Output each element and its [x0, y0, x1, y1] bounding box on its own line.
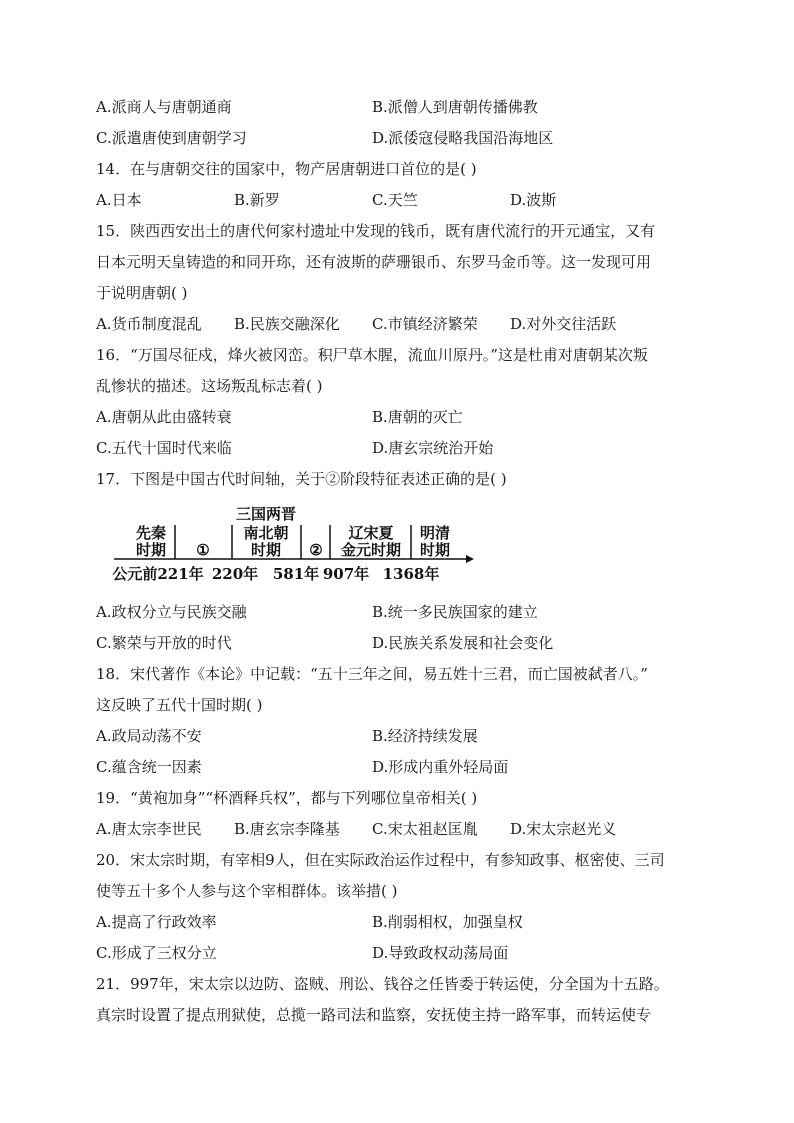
q17-stem: 17．下图是中国古代时间轴，关于②阶段特征表述正确的是( ) [96, 470, 507, 488]
q13-options-row2 [96, 123, 706, 154]
q17-option-d[interactable]: D.民族关系发展和社会变化 [372, 634, 554, 652]
q18-options-row2 [96, 752, 706, 783]
q14-stem: 14．在与唐朝交往的国家中，物产居唐朝进口首位的是( ) [96, 160, 477, 178]
q17-option-c[interactable]: C.繁荣与开放的时代 [96, 634, 232, 652]
tick-label-2: 220年 [211, 565, 259, 583]
q15-option-c[interactable]: C.市镇经济繁荣 [372, 315, 478, 333]
timeline-svg [96, 497, 496, 593]
q18-option-d[interactable]: D.形成内重外轻局面 [372, 758, 509, 776]
q20-options-row1 [96, 907, 706, 938]
exam-page [96, 92, 706, 1031]
q20-options-row2 [96, 938, 706, 969]
q16-options-row2 [96, 433, 706, 464]
q15-options [96, 309, 706, 340]
q19-option-d[interactable]: D.宋太宗赵光义 [510, 820, 617, 838]
arrow-icon [466, 555, 474, 563]
seg6-label-line2: 时期 [419, 541, 451, 559]
tick-label-5: 1368年 [382, 565, 440, 583]
q20-option-c[interactable]: C.形成了三权分立 [96, 944, 217, 962]
q15-stem-line3: 于说明唐朝( ) [96, 284, 188, 302]
q13-option-c[interactable]: C.派遣唐使到唐朝学习 [96, 129, 247, 147]
q14-options [96, 185, 706, 216]
q16-option-d[interactable]: D.唐玄宗统治开始 [372, 439, 494, 457]
q15-stem-line1: 15．陕西西安出土的唐代何家村遗址中发现的钱币，既有唐代流行的开元通宝，又有 [96, 222, 656, 240]
seg1-label-line1: 先秦 [135, 524, 167, 542]
q19-option-b[interactable]: B.唐玄宗李隆基 [234, 820, 340, 838]
q17-timeline-figure [96, 497, 706, 593]
q20-stem-line1: 20．宋太宗时期，有宰相9人，但在实际政治运作过程中，有参知政事、枢密使、三司 [96, 851, 665, 869]
q16-option-b[interactable]: B.唐朝的灭亡 [372, 408, 463, 426]
q18-option-b[interactable]: B.经济持续发展 [372, 727, 478, 745]
q19-option-a[interactable]: A.唐太宗李世民 [96, 820, 202, 838]
q21-stem-line2: 真宗时设置了提点刑狱使，总揽一路司法和监察，安抚使主持一路军事，而转运使专 [96, 1006, 652, 1024]
seg3-label-line3: 时期 [250, 541, 282, 559]
q13-option-d[interactable]: D.派倭寇侵略我国沿海地区 [372, 129, 554, 147]
q16-stem-line1: 16．“万国尽征戍，烽火被冈峦。积尸草木腥，流血川原丹。”这是杜甫对唐朝某次叛 [96, 346, 648, 364]
q20-option-a[interactable]: A.提高了行政效率 [96, 913, 217, 931]
q17-option-b[interactable]: B.统一多民族国家的建立 [372, 603, 538, 621]
tick-label-1: 公元前221年 [112, 565, 204, 583]
q18-stem-line2: 这反映了五代十国时期( ) [96, 696, 263, 714]
seg1-label-line2: 时期 [135, 541, 167, 559]
q16-option-a[interactable]: A.唐朝从此由盛转衰 [96, 408, 232, 426]
q18-options-row1 [96, 721, 706, 752]
q19-stem: 19．“黄袍加身”“杯酒释兵权”，都与下列哪位皇帝相关( ) [96, 789, 478, 807]
q15-option-d[interactable]: D.对外交往活跃 [510, 315, 617, 333]
q21-stem-line1: 21．997年，宋太宗以边防、盗贼、刑讼、钱谷之任皆委于转运使，分全国为十五路。 [96, 975, 669, 993]
q17-option-a[interactable]: A.政权分立与民族交融 [96, 603, 247, 621]
q16-option-c[interactable]: C.五代十国时代来临 [96, 439, 232, 457]
q14-option-a[interactable]: A.日本 [96, 191, 142, 209]
q16-options-row1 [96, 402, 706, 433]
q16-stem-line2: 乱惨状的描述。这场叛乱标志着( ) [96, 377, 323, 395]
q17-options-row1 [96, 597, 706, 628]
q15-option-b[interactable]: B.民族交融深化 [234, 315, 340, 333]
q13-option-a[interactable]: A.派商人与唐朝通商 [96, 98, 232, 116]
q19-option-c[interactable]: C.宋太祖赵匡胤 [372, 820, 478, 838]
q14-option-d[interactable]: D.波斯 [510, 191, 557, 209]
seg3-label-line2: 南北朝 [243, 524, 289, 542]
q19-options [96, 814, 706, 845]
seg2-label: ① [196, 541, 210, 559]
q13-options-row1 [96, 92, 706, 123]
q14-option-b[interactable]: B.新罗 [234, 191, 280, 209]
seg4-label: ② [309, 541, 323, 559]
q20-option-b[interactable]: B.削弱相权，加强皇权 [372, 913, 523, 931]
q18-stem-line1: 18．宋代著作《本论》中记载：“五十三年之间，易五姓十三君，而亡国被弑者八。” [96, 665, 648, 683]
q17-options-row2 [96, 628, 706, 659]
tick-label-4: 907年 [322, 565, 370, 583]
q14-option-c[interactable]: C.天竺 [372, 191, 418, 209]
q20-stem-line2: 使等五十多个人参与这个宰相群体。该举措( ) [96, 882, 398, 900]
seg5-label-line1: 辽宋夏 [348, 524, 394, 542]
q18-option-a[interactable]: A.政局动荡不安 [96, 727, 202, 745]
q15-option-a[interactable]: A.货币制度混乱 [96, 315, 202, 333]
seg5-label-line2: 金元时期 [340, 541, 402, 559]
tick-label-3: 581年 [272, 565, 320, 583]
q13-option-b[interactable]: B.派僧人到唐朝传播佛教 [372, 98, 538, 116]
seg6-label-line1: 明清 [419, 524, 451, 542]
q20-option-d[interactable]: D.导致政权动荡局面 [372, 944, 509, 962]
q18-option-c[interactable]: C.蕴含统一因素 [96, 758, 202, 776]
seg3-label-line1: 三国两晋 [235, 505, 297, 523]
q15-stem-line2: 日本元明天皇铸造的和同开珎，还有波斯的萨珊银币、东罗马金币等。这一发现可用 [96, 253, 652, 271]
